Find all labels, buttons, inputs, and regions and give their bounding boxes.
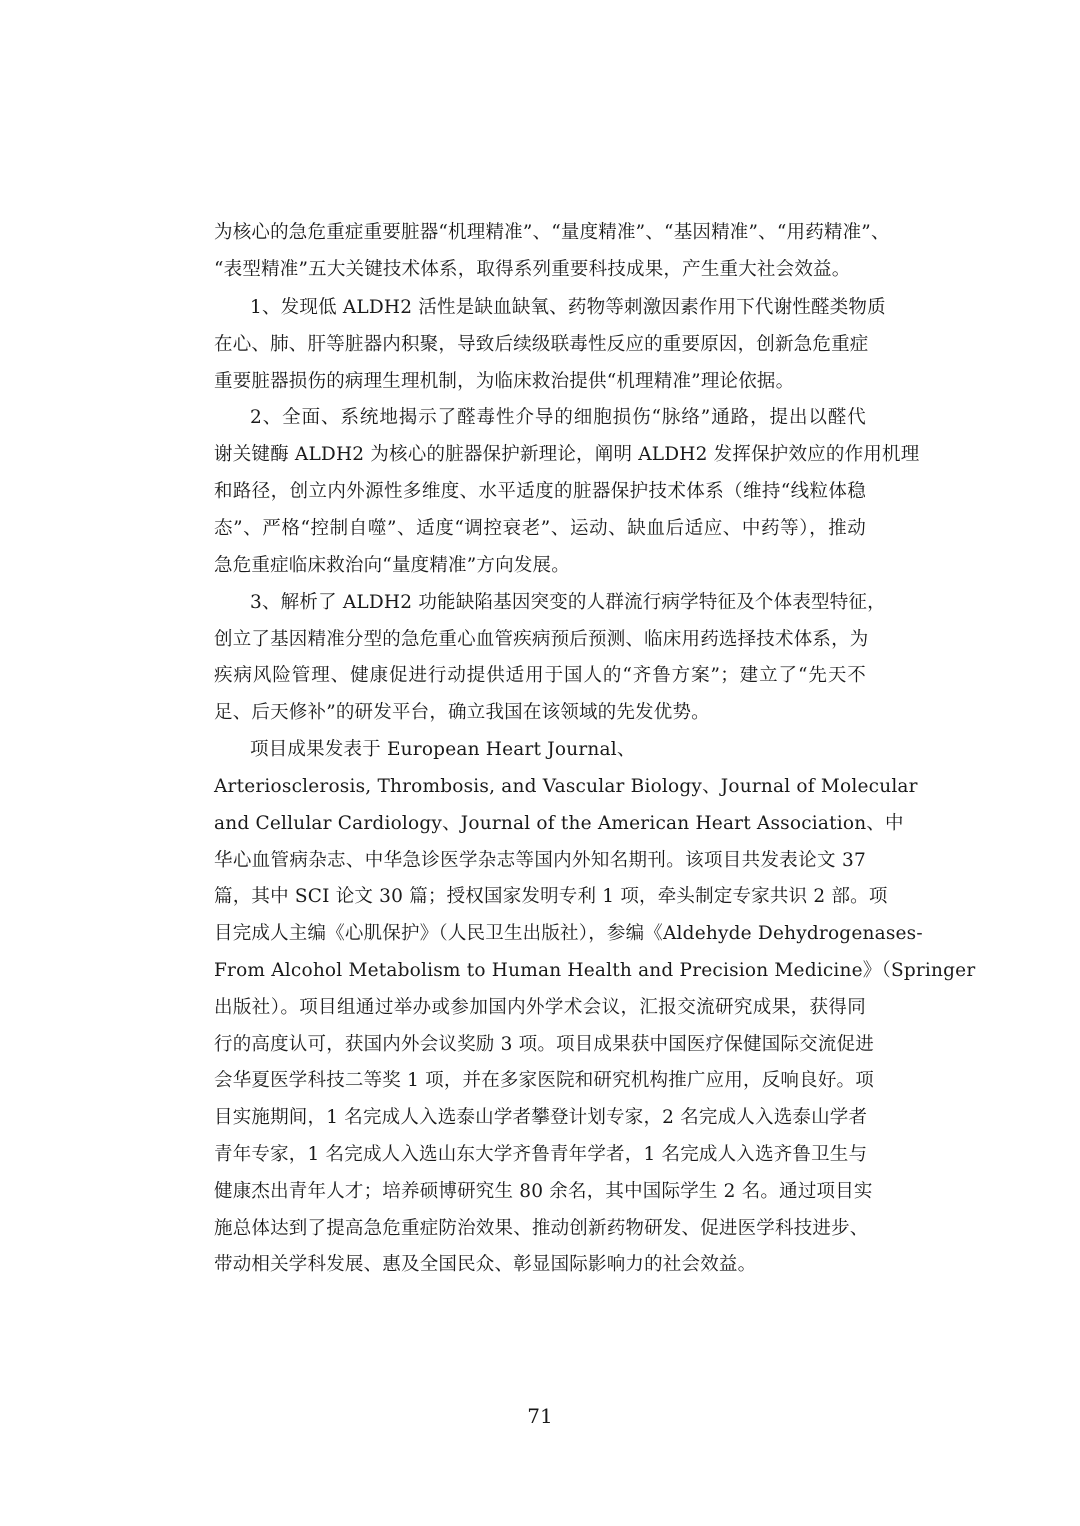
text-line: 创立了基因精准分型的急危重心血管疾病预后预测、临床用药选择技术体系，为 [214, 629, 869, 650]
text-line: 重要脏器损伤的病理生理机制，为临床救治提供“机理精准”理论依据。 [214, 371, 795, 392]
paragraph-3-line: 3、解析了 ALDH2 功能缺陷基因突变的人群流行病学特征及个体表型特征， [250, 592, 886, 613]
paragraph-2-line: 2、全面、系统地揭示了醛毒性介导的细胞损伤“脉络”通路，提出以醛代 [250, 407, 866, 428]
text-line: 态”、严格“控制自噬”、适度“调控衰老”、运动、缺血后适应、中药等），推动 [214, 518, 866, 539]
text-line: Arteriosclerosis, Thrombosis, and Vascular Biology、Journal of Molecular [214, 776, 918, 797]
text-line: and Cellular Cardiology、Journal of the American Heart Association、中 [214, 813, 904, 834]
text-line: “表型精准”五大关键技术体系，取得系列重要科技成果，产生重大社会效益。 [214, 259, 851, 280]
text-line: 和路径，创立内外源性多维度、水平适度的脏器保护技术体系（维持“线粒体稳 [214, 481, 866, 502]
text-line: 出版社）。项目组通过举办或参加国内外学术会议，汇报交流研究成果，获得同 [214, 997, 866, 1018]
text-line: From Alcohol Metabolism to Human Health and Precision Medicine》（Springer [214, 960, 976, 981]
paragraph-1-line: 1、发现低 ALDH2 活性是缺血缺氧、药物等刺激因素作用下代谢性醛类物质 [250, 297, 886, 318]
text-line: 施总体达到了提高急危重症防治效果、推动创新药物研发、促进医学科技进步、 [214, 1218, 869, 1239]
text-line: 篇，其中 SCI 论文 30 篇；授权国家发明专利 1 项，牵头制定专家共识 2 部。项 [214, 886, 888, 907]
text-line: 行的高度认可，获国内外会议奖励 3 项。项目成果获中国医疗保健国际交流促进 [214, 1034, 874, 1055]
text-line: 急危重症临床救治向“量度精准”方向发展。 [214, 555, 570, 576]
text-line: 足、后天修补”的研发平台，确立我国在该领域的先发优势。 [214, 702, 710, 723]
text-line: 谢关键酶 ALDH2 为核心的脏器保护新理论，阐明 ALDH2 发挥保护效应的作用机理 [214, 444, 920, 465]
text-line: 为核心的急危重症重要脏器“机理精准”、“量度精准”、“基因精准”、“用药精准”、 [214, 222, 890, 243]
text-line: 目完成人主编《心肌保护》（人民卫生出版社），参编《Aldehyde Dehydrogenases- [214, 923, 923, 944]
page-number: 71 [527, 1404, 553, 1428]
text-line: 疾病风险管理、健康促进行动提供适用于国人的“齐鲁方案”；建立了“先天不 [214, 665, 866, 686]
text-line: 青年专家，1 名完成人入选山东大学齐鲁青年学者，1 名完成人入选齐鲁卫生与 [214, 1144, 868, 1165]
text-line: 健康杰出青年人才；培养硕博研究生 80 余名，其中国际学生 2 名。通过项目实 [214, 1181, 873, 1202]
text-line: 华心血管病杂志、中华急诊医学杂志等国内外知名期刊。该项目共发表论文 37 [214, 850, 866, 871]
text-line: 在心、肺、肝等脏器内积聚，导致后续级联毒性反应的重要原因，创新急危重症 [214, 334, 869, 355]
text-line: 目实施期间，1 名完成人入选泰山学者攀登计划专家，2 名完成人入选泰山学者 [214, 1107, 868, 1128]
text-line: 会华夏医学科技二等奖 1 项，并在多家医院和研究机构推广应用，反响良好。项 [214, 1070, 874, 1091]
paragraph-4-line: 项目成果发表于 European Heart Journal、 [250, 739, 636, 760]
text-line: 带动相关学科发展、惠及全国民众、彰显国际影响力的社会效益。 [214, 1254, 757, 1275]
